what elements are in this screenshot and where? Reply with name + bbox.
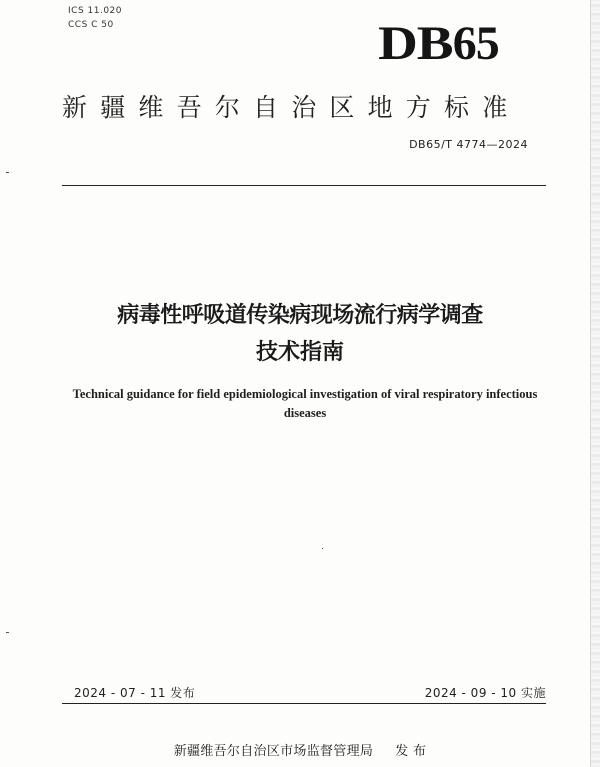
standard-type-heading: 新疆维吾尔自治区地方标准: [62, 93, 521, 122]
scan-edge-noise: [590, 0, 600, 767]
header-divider: [62, 185, 546, 186]
title-chinese-line2: 技术指南: [255, 340, 344, 365]
ccs-code: CCS C 50: [68, 20, 114, 30]
scan-speck: [6, 632, 9, 633]
issue-date: 2024 - 07 - 11 发布: [74, 686, 196, 700]
db-logo-letters: DB: [378, 17, 453, 70]
db65-logo: [378, 17, 499, 70]
standard-number: DB65/T 4774—2024: [409, 138, 528, 151]
publisher-name: 新疆维吾尔自治区市场监督管理局: [173, 744, 374, 759]
publisher-action: 发 布: [395, 744, 427, 759]
scan-edge-line: [590, 0, 591, 767]
date-row: [62, 684, 546, 704]
footer-divider: [62, 703, 546, 704]
publisher-line: [0, 740, 600, 759]
scan-speck: [6, 172, 9, 173]
scan-speck: [322, 548, 323, 549]
title-chinese-line1: 病毒性呼吸道传染病现场流行病学调查: [117, 303, 483, 328]
ics-code: ICS 11.020: [68, 6, 123, 16]
title-english: Technical guidance for field epidemiological investigation of viral respiratory infectious diseases: [72, 387, 538, 420]
implementation-date: 2024 - 09 - 10 实施: [424, 686, 546, 700]
db-logo-number: 65: [452, 17, 499, 70]
